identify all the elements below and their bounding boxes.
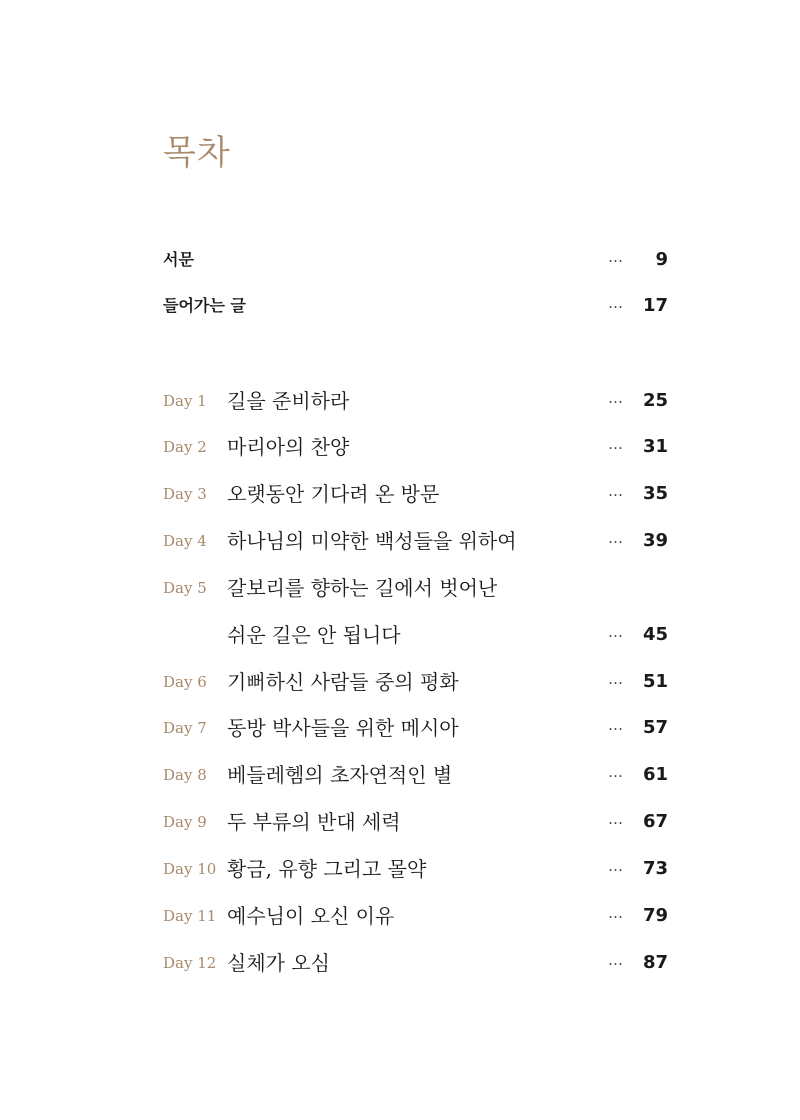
page-number: 17	[642, 295, 668, 316]
chapter-title: 동방 박사들을 위한 메시아	[227, 716, 459, 740]
entry-label: 서문	[163, 250, 194, 269]
toc-entry-day-6	[163, 666, 668, 698]
chapter-title: 하나님의 미약한 백성들을 위하여	[227, 529, 517, 553]
day-label: Day 2	[163, 438, 207, 456]
day-label: Day 11	[163, 907, 217, 925]
day-label: Day 1	[163, 392, 207, 410]
toc-entry-day-12	[163, 947, 668, 979]
toc-entry-day-3	[163, 478, 668, 510]
day-label: Day 3	[163, 485, 207, 503]
day-label: Day 12	[163, 954, 217, 972]
page-number: 57	[642, 717, 668, 738]
page-number: 79	[642, 905, 668, 926]
chapter-title: 마리아의 찬양	[227, 435, 350, 459]
day-label: Day 9	[163, 813, 207, 831]
page-number: 45	[642, 624, 668, 645]
leader-dots: …	[608, 670, 624, 688]
chapter-title-line-2: 쉬운 길은 안 됩니다	[227, 623, 401, 647]
chapter-title: 길을 준비하라	[227, 389, 350, 413]
leader-dots: …	[608, 248, 624, 266]
entry-label: 들어가는 글	[163, 296, 246, 315]
page-number: 61	[642, 764, 668, 785]
toc-entry-day-5	[163, 572, 668, 604]
page-title: 목차	[163, 133, 231, 173]
leader-dots: …	[608, 951, 624, 969]
chapter-title: 황금, 유향 그리고 몰약	[227, 857, 427, 881]
leader-dots: …	[608, 294, 624, 312]
leader-dots: …	[608, 716, 624, 734]
leader-dots: …	[608, 857, 624, 875]
leader-dots: …	[608, 623, 624, 641]
page-number: 39	[642, 530, 668, 551]
page-number: 51	[642, 671, 668, 692]
leader-dots: …	[608, 810, 624, 828]
page-number: 67	[642, 811, 668, 832]
toc-entry-preface	[163, 244, 668, 276]
toc-entry-day-11	[163, 900, 668, 932]
chapter-title: 오랫동안 기다려 온 방문	[227, 482, 440, 506]
toc-entry-day-5-continued	[163, 619, 668, 651]
toc-entry-day-8	[163, 759, 668, 791]
page-number: 35	[642, 483, 668, 504]
day-label: Day 6	[163, 673, 207, 691]
chapter-title: 기뻐하신 사람들 중의 평화	[227, 670, 459, 694]
chapter-title: 실체가 오심	[227, 951, 330, 975]
toc-entry-day-9	[163, 806, 668, 838]
chapter-title: 두 부류의 반대 세력	[227, 810, 401, 834]
toc-entry-introduction	[163, 290, 668, 322]
toc-entry-day-1	[163, 385, 668, 417]
page-number: 9	[655, 249, 668, 270]
page-number: 73	[642, 858, 668, 879]
day-label: Day 8	[163, 766, 207, 784]
day-label: Day 5	[163, 579, 207, 597]
page-number: 31	[642, 436, 668, 457]
toc-entry-day-2	[163, 431, 668, 463]
day-label: Day 4	[163, 532, 207, 550]
chapter-title: 베들레헴의 초자연적인 별	[227, 763, 453, 787]
day-label: Day 7	[163, 719, 207, 737]
leader-dots: …	[608, 904, 624, 922]
leader-dots: …	[608, 389, 624, 407]
toc-entry-day-10	[163, 853, 668, 885]
leader-dots: …	[608, 763, 624, 781]
page-number: 87	[642, 952, 668, 973]
page-number: 25	[642, 390, 668, 411]
day-label: Day 10	[163, 860, 217, 878]
chapter-title: 예수님이 오신 이유	[227, 904, 395, 928]
toc-entry-day-7	[163, 712, 668, 744]
toc-entry-day-4	[163, 525, 668, 557]
leader-dots: …	[608, 529, 624, 547]
chapter-title: 갈보리를 향하는 길에서 벗어난	[227, 576, 498, 600]
leader-dots: …	[608, 435, 624, 453]
leader-dots: …	[608, 482, 624, 500]
